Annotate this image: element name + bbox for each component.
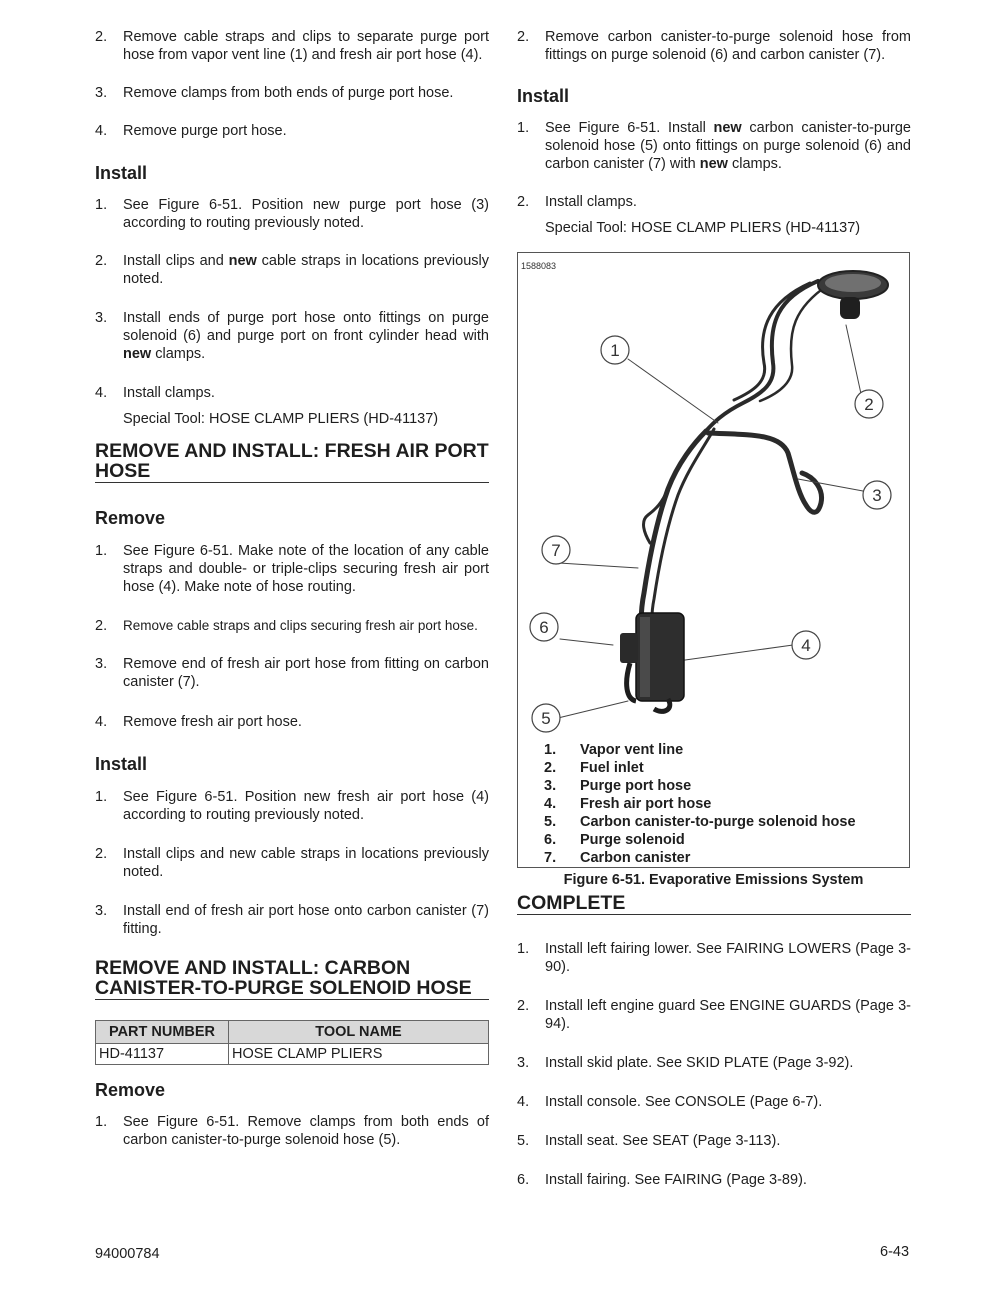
step-text: Install left fairing lower. See FAIRING LOWERS (Page 3-90). <box>545 941 911 975</box>
install-heading: Install <box>517 86 570 106</box>
step-text: Install console. See CONSOLE (Page 6-7). <box>545 1094 823 1110</box>
bold-text: new <box>699 156 728 172</box>
legend-number: 7. <box>544 850 557 866</box>
step-number: 2. <box>95 846 108 862</box>
step-number: 1. <box>95 1114 108 1130</box>
legend-label: Vapor vent line <box>580 742 684 758</box>
step-text: Install clamps. <box>123 385 215 401</box>
remove-heading: Remove <box>95 1080 166 1100</box>
step-number: 1. <box>95 543 108 559</box>
section-heading-complete: COMPLETE <box>517 893 911 915</box>
legend-number: 1. <box>544 742 557 758</box>
tool-name-cell: HOSE CLAMP PLIERS <box>229 1044 489 1065</box>
bold-text: new <box>228 253 257 269</box>
step-number: 4. <box>517 1094 530 1110</box>
step-item <box>95 28 489 64</box>
step-text: See Figure 6-51. Position new purge port hose (3) according to routing previously noted. <box>123 197 489 231</box>
callout-2 <box>855 390 883 418</box>
step-item <box>95 845 489 881</box>
step-item <box>517 193 911 237</box>
step-number: 2. <box>517 998 530 1014</box>
step-text: Remove cable straps and clips to separate purge port hose from vapor vent line (1) and fresh air port hose (4). <box>123 29 489 63</box>
install-heading: Install <box>95 163 148 183</box>
callout-label: 3 <box>872 486 882 505</box>
callout-label: 6 <box>539 618 549 637</box>
legend-number: 6. <box>544 832 557 848</box>
step-number: 3. <box>517 1055 530 1071</box>
column-header-part-number: PART NUMBER <box>96 1021 229 1044</box>
legend-number: 5. <box>544 814 557 830</box>
step-number: 2. <box>95 29 108 45</box>
step-item <box>95 196 489 232</box>
legend-item <box>544 849 856 867</box>
special-tool: Special Tool: HOSE CLAMP PLIERS (HD-41137) <box>123 411 439 427</box>
page-number: 6-43 <box>880 1244 910 1260</box>
step-number: 2. <box>517 29 530 45</box>
step-number: 6. <box>517 1172 530 1188</box>
legend-item <box>544 759 856 777</box>
legend-item <box>544 777 856 795</box>
step-item <box>517 28 911 64</box>
table-row <box>96 1044 489 1065</box>
callout-5 <box>532 704 560 732</box>
step-text: Remove cable straps and clips securing fresh air port hose. <box>123 618 478 633</box>
section-heading-fresh-air: REMOVE AND INSTALL: FRESH AIR PORT HOSE <box>95 440 489 482</box>
step-text <box>123 252 489 288</box>
step-number: 3. <box>95 310 108 326</box>
step-number: 2. <box>95 618 108 634</box>
step-item <box>95 713 489 731</box>
step-text: Install skid plate. See SKID PLATE (Page 3-92). <box>545 1055 854 1071</box>
step-item <box>95 542 489 596</box>
step-item <box>517 1171 911 1189</box>
step-number: 2. <box>517 194 530 210</box>
section-heading-canister-hose: REMOVE AND INSTALL: CARBON CANISTER-TO-PURGE SOLENOID HOSE <box>95 958 489 1000</box>
step-item <box>517 1054 911 1072</box>
install-heading: Install <box>95 754 148 774</box>
legend-number: 3. <box>544 778 557 794</box>
step-number: 1. <box>517 120 530 136</box>
text-run: cable straps in locations previously noted. <box>123 253 489 287</box>
callout-4 <box>792 631 820 659</box>
step-item <box>517 997 911 1033</box>
text-run: carbon canister-to-purge solenoid hose (5) onto fittings on purge solenoid (6) and carbon canister (7) with <box>545 120 911 172</box>
step-text: See Figure 6-51. Remove clamps from both ends of carbon canister-to-purge solenoid hose (5). <box>123 1114 489 1148</box>
callout-label: 1 <box>610 341 620 360</box>
legend-number: 4. <box>544 796 557 812</box>
evap-system-illustration <box>518 253 909 733</box>
legend-label: Carbon canister <box>580 850 691 866</box>
step-number: 1. <box>517 941 530 957</box>
legend-label: Carbon canister-to-purge solenoid hose <box>580 814 856 830</box>
carbon-canister-illustration <box>636 613 684 711</box>
step-number: 5. <box>517 1133 530 1149</box>
step-number: 1. <box>95 789 108 805</box>
step-number: 4. <box>95 123 108 139</box>
step-item <box>517 1132 911 1150</box>
step-item <box>95 309 489 363</box>
legend-item <box>544 741 856 759</box>
step-number: 4. <box>95 385 108 401</box>
callout-6 <box>530 613 558 641</box>
step-text: Install fairing. See FAIRING (Page 3-89). <box>545 1172 807 1188</box>
step-item <box>517 119 911 173</box>
column-header-tool-name: TOOL NAME <box>229 1021 489 1044</box>
document-number: 94000784 <box>95 1246 160 1262</box>
figure-id: 1588083 <box>521 261 557 271</box>
step-text: Install end of fresh air port hose onto carbon canister (7) fitting. <box>123 903 489 937</box>
step-item <box>517 940 911 976</box>
callout-label: 2 <box>864 395 874 414</box>
legend-number: 2. <box>544 760 557 776</box>
callout-label: 4 <box>801 636 811 655</box>
step-item <box>517 1093 911 1111</box>
step-text: Remove fresh air port hose. <box>123 714 302 730</box>
step-number: 3. <box>95 656 108 672</box>
part-number-cell: HD-41137 <box>96 1044 229 1065</box>
step-item <box>95 902 489 938</box>
tool-table-header-row <box>96 1021 489 1044</box>
bold-text: new <box>713 120 742 136</box>
legend-item <box>544 813 856 831</box>
text-run: clamps. <box>727 156 782 172</box>
text-run: clamps. <box>151 346 206 362</box>
step-item <box>95 252 489 288</box>
step-number: 1. <box>95 197 108 213</box>
step-item <box>95 1113 489 1149</box>
step-text: Install seat. See SEAT (Page 3-113). <box>545 1133 781 1149</box>
step-number: 2. <box>95 253 108 269</box>
callout-7 <box>542 536 570 564</box>
legend-label: Fuel inlet <box>580 760 644 776</box>
step-number: 3. <box>95 85 108 101</box>
legend-label: Fresh air port hose <box>580 796 712 812</box>
bold-text: new <box>123 346 152 362</box>
step-item <box>95 655 489 691</box>
step-item <box>95 384 489 428</box>
text-run: Install ends of purge port hose onto fittings on purge solenoid (6) and purge port on front cylinder head with <box>123 310 489 344</box>
step-text: Remove carbon canister-to-purge solenoid hose from fittings on purge solenoid (6) and carbon canister (7). <box>545 29 911 63</box>
step-number: 3. <box>95 903 108 919</box>
step-text: Install clips and new cable straps in locations previously noted. <box>123 846 489 880</box>
step-number: 4. <box>95 714 108 730</box>
step-text: Install left engine guard See ENGINE GUARDS (Page 3-94). <box>545 998 911 1032</box>
tool-table <box>95 1020 489 1065</box>
step-item <box>95 617 489 635</box>
text-run: Install clips and <box>123 253 229 269</box>
callout-1 <box>601 336 629 364</box>
purge-port-hose <box>708 433 822 512</box>
step-text <box>545 119 911 173</box>
step-text: See Figure 6-51. Make note of the location of any cable straps and double- or triple-clips securing fresh air port hose (4). Make note of hose routing. <box>123 543 489 595</box>
step-text: Remove clamps from both ends of purge port hose. <box>123 85 454 101</box>
step-item <box>95 84 489 102</box>
callout-label: 5 <box>541 709 551 728</box>
callout-label: 7 <box>551 541 561 560</box>
figure-caption: Figure 6-51. Evaporative Emissions System <box>563 872 864 888</box>
step-item <box>95 122 489 140</box>
step-text <box>123 309 489 363</box>
text-run: See Figure 6-51. Install <box>545 120 714 136</box>
callout-3 <box>863 481 891 509</box>
step-text: Remove purge port hose. <box>123 123 287 139</box>
step-item <box>95 788 489 824</box>
legend-item <box>544 795 856 813</box>
remove-heading: Remove <box>95 508 166 528</box>
figure-legend <box>544 741 856 867</box>
legend-label: Purge port hose <box>580 778 692 794</box>
figure-evaporative-emissions <box>517 252 910 868</box>
step-text: Remove end of fresh air port hose from fitting on carbon canister (7). <box>123 656 489 690</box>
legend-label: Purge solenoid <box>580 832 685 848</box>
step-text: Install clamps. <box>545 194 637 210</box>
step-text: See Figure 6-51. Position new fresh air port hose (4) according to routing previously noted. <box>123 789 489 823</box>
special-tool: Special Tool: HOSE CLAMP PLIERS (HD-41137) <box>545 220 861 236</box>
legend-item <box>544 831 856 849</box>
